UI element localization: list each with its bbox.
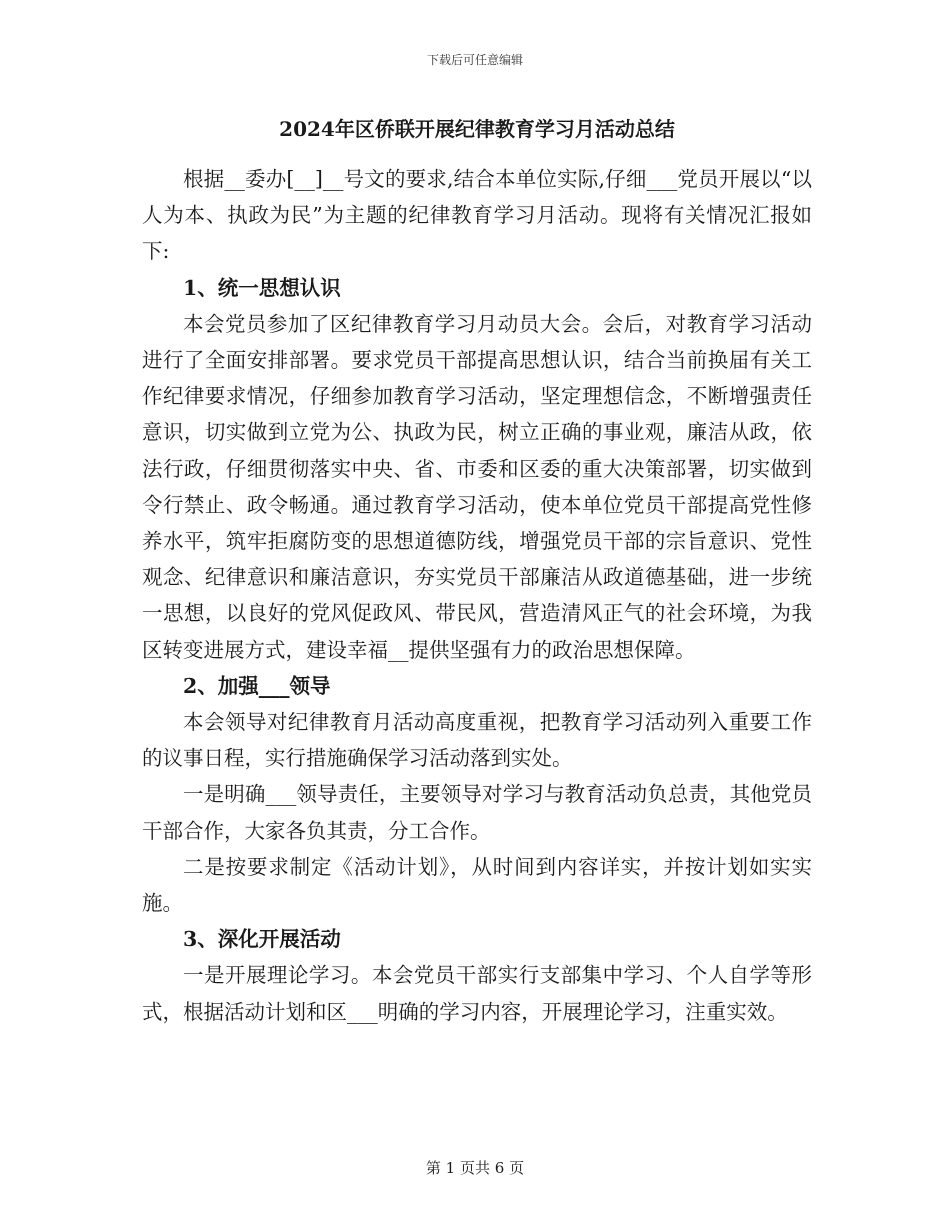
paragraph-intro: 根据__委办[__]__号文的要求,结合本单位实际,仔细___党员开展以“以人为本、执政为民”为主题的纪律教育学习月活动。现将有关情况汇报如下: <box>142 167 812 264</box>
section-heading-2: 2、加强___领导 <box>183 673 331 698</box>
paragraph-section-1: 本会党员参加了区纪律教育学习月动员大会。会后，对教育学习活动进行了全面安排部署。要求党员干部提高思想认识，结合当前换届有关工作纪律要求情况，仔细参加教育学习活动，坚定理想信念，不断增强责任意识，切实做到立党为公、执政为民，树立正确的事业观，廉洁从政，依法行政，仔细贯彻落实中央、省、市委和区委的重大决策部署，切实做到令行禁止、政令畅通。通过教育学习活动，使本单位党员干部提高党性修养水平，筑牢拒腐防变的思想道德防线，增强党员干部的宗旨意识、党性观念、纪律意识和廉洁意识，夯实党员干部廉洁从政道德基础，进一步统一思想，以良好的党风促政风、带民风，营造清风正气的社会环境，为我区转变进展方式，建设幸福__提供坚强有力的政治思想保障。 <box>142 311 812 662</box>
page-header: 下载后可任意编辑 <box>426 53 523 67</box>
document-body <box>142 118 812 1030</box>
section-heading-1: 1、统一思想认识 <box>183 275 341 300</box>
document-title: 2024年区侨联开展纪律教育学习月活动总结 <box>279 117 675 141</box>
paragraph-section-2a: 本会领导对纪律教育月活动高度重视，把教育学习活动列入重要工作的议事日程，实行措施确保学习活动落到实处。 <box>142 710 812 771</box>
paragraph-section-3a: 一是开展理论学习。本会党员干部实行支部集中学习、个人自学等形式，根据活动计划和区___明确的学习内容，开展理论学习，注重实效。 <box>142 963 812 1024</box>
paragraph-section-2c: 二是按要求制定《活动计划》，从时间到内容详实，并按计划如实实施。 <box>142 854 812 916</box>
paragraph-section-2b: 一是明确___领导责任，主要领导对学习与教育活动负总责，其他党员干部合作，大家各负其责，分工合作。 <box>142 782 812 843</box>
page-number-footer: 第 1 页共 6 页 <box>425 1159 525 1177</box>
section-heading-3: 3、深化开展活动 <box>183 927 341 952</box>
